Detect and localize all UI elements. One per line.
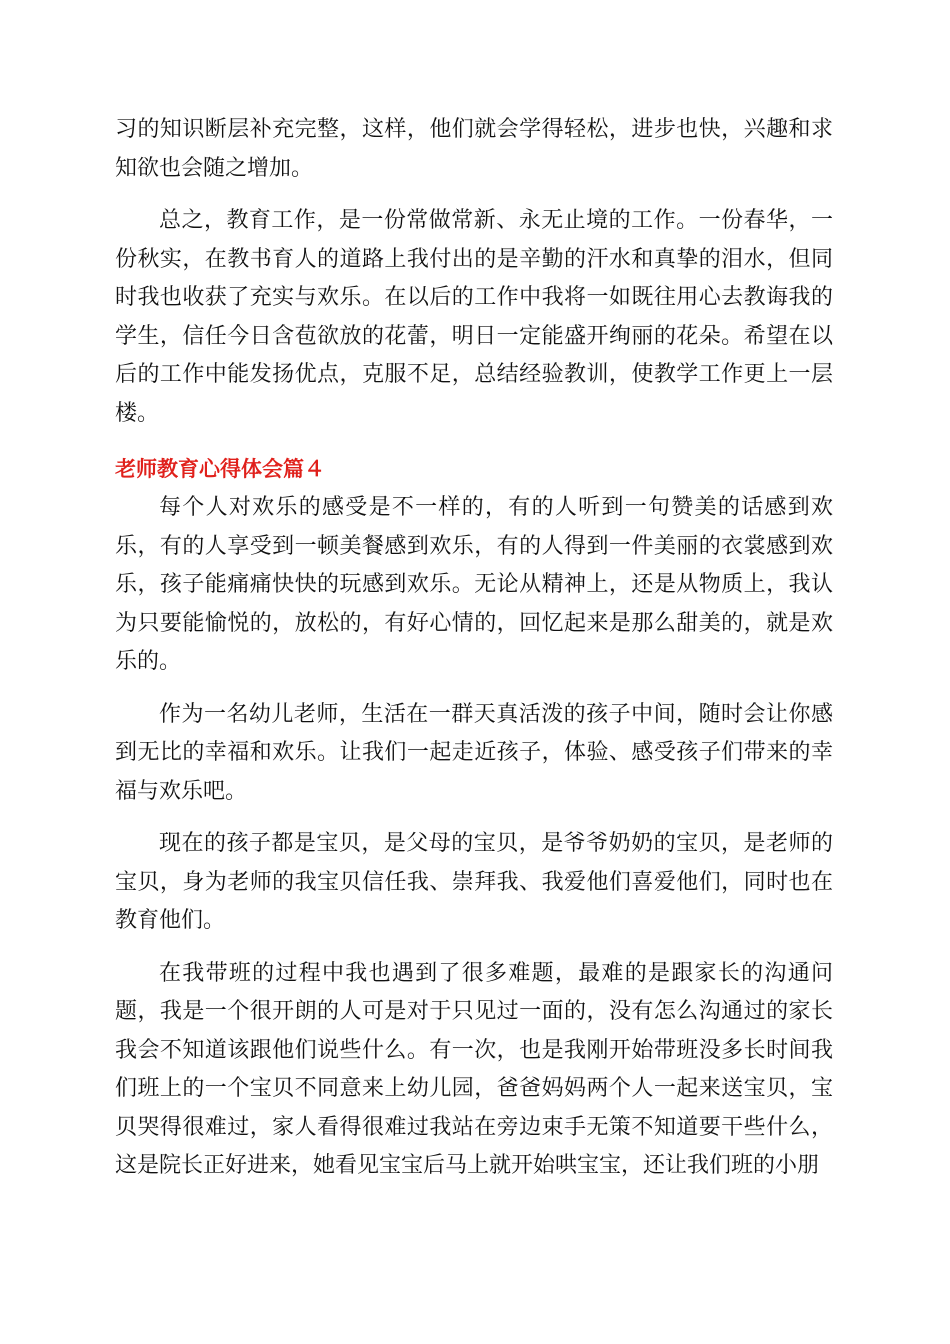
paragraph-parent-communication: 在我带班的过程中我也遇到了很多难题，最难的是跟家长的沟通问题，我是一个很开朗的人可是对于只见过一面的，没有怎么沟通过的家长我会不知道该跟他们说些什么。有一次，也是我刚开始带班没多长时间我们班上的一个宝贝不同意来上幼儿园，爸爸妈妈两个人一起来送宝贝，宝贝哭得很难过，家人看得很难过我站在旁边束手无策不知道要干些什么，这是院长正好进来，她看见宝宝后马上就开始哄宝宝，还让我们班的小朋 [115, 960, 833, 1178]
paragraph-continued: 习的知识断层补充完整，这样，他们就会学得轻松，进步也快，兴趣和求知欲也会随之增加。 [115, 117, 833, 181]
section-heading: 老师教育心得体会篇４ [115, 457, 325, 481]
paragraph-happiness: 每个人对欢乐的感受是不一样的，有的人听到一句赞美的话感到欢乐，有的人享受到一顿美餐感到欢乐，有的人得到一件美丽的衣裳感到欢乐，孩子能痛痛快快的玩感到欢乐。无论从精神上，还是从物质上，我认为只要能愉悦的，放松的，有好心情的，回忆起来是那么甜美的，就是欢乐的。 [115, 495, 833, 674]
paragraph-kindergarten-teacher: 作为一名幼儿老师，生活在一群天真活泼的孩子中间，随时会让你感到无比的幸福和欢乐。让我们一起走近孩子，体验、感受孩子们带来的幸福与欢乐吧。 [115, 701, 833, 804]
paragraph-summary: 总之，教育工作，是一份常做常新、永无止境的工作。一份春华，一份秋实，在教书育人的道路上我付出的是辛勤的汗水和真挚的泪水，但同时我也收获了充实与欢乐。在以后的工作中我将一如既往用心去教诲我的学生，信任今日含苞欲放的花蕾，明日一定能盛开绚丽的花朵。希望在以后的工作中能发扬优点，克服不足，总结经验教训，使教学工作更上一层楼。 [115, 208, 833, 426]
document-page [115, 111, 833, 1186]
paragraph-children-treasure: 现在的孩子都是宝贝，是父母的宝贝，是爷爷奶奶的宝贝，是老师的宝贝，身为老师的我宝贝信任我、崇拜我、我爱他们喜爱他们，同时也在教育他们。 [115, 831, 833, 933]
